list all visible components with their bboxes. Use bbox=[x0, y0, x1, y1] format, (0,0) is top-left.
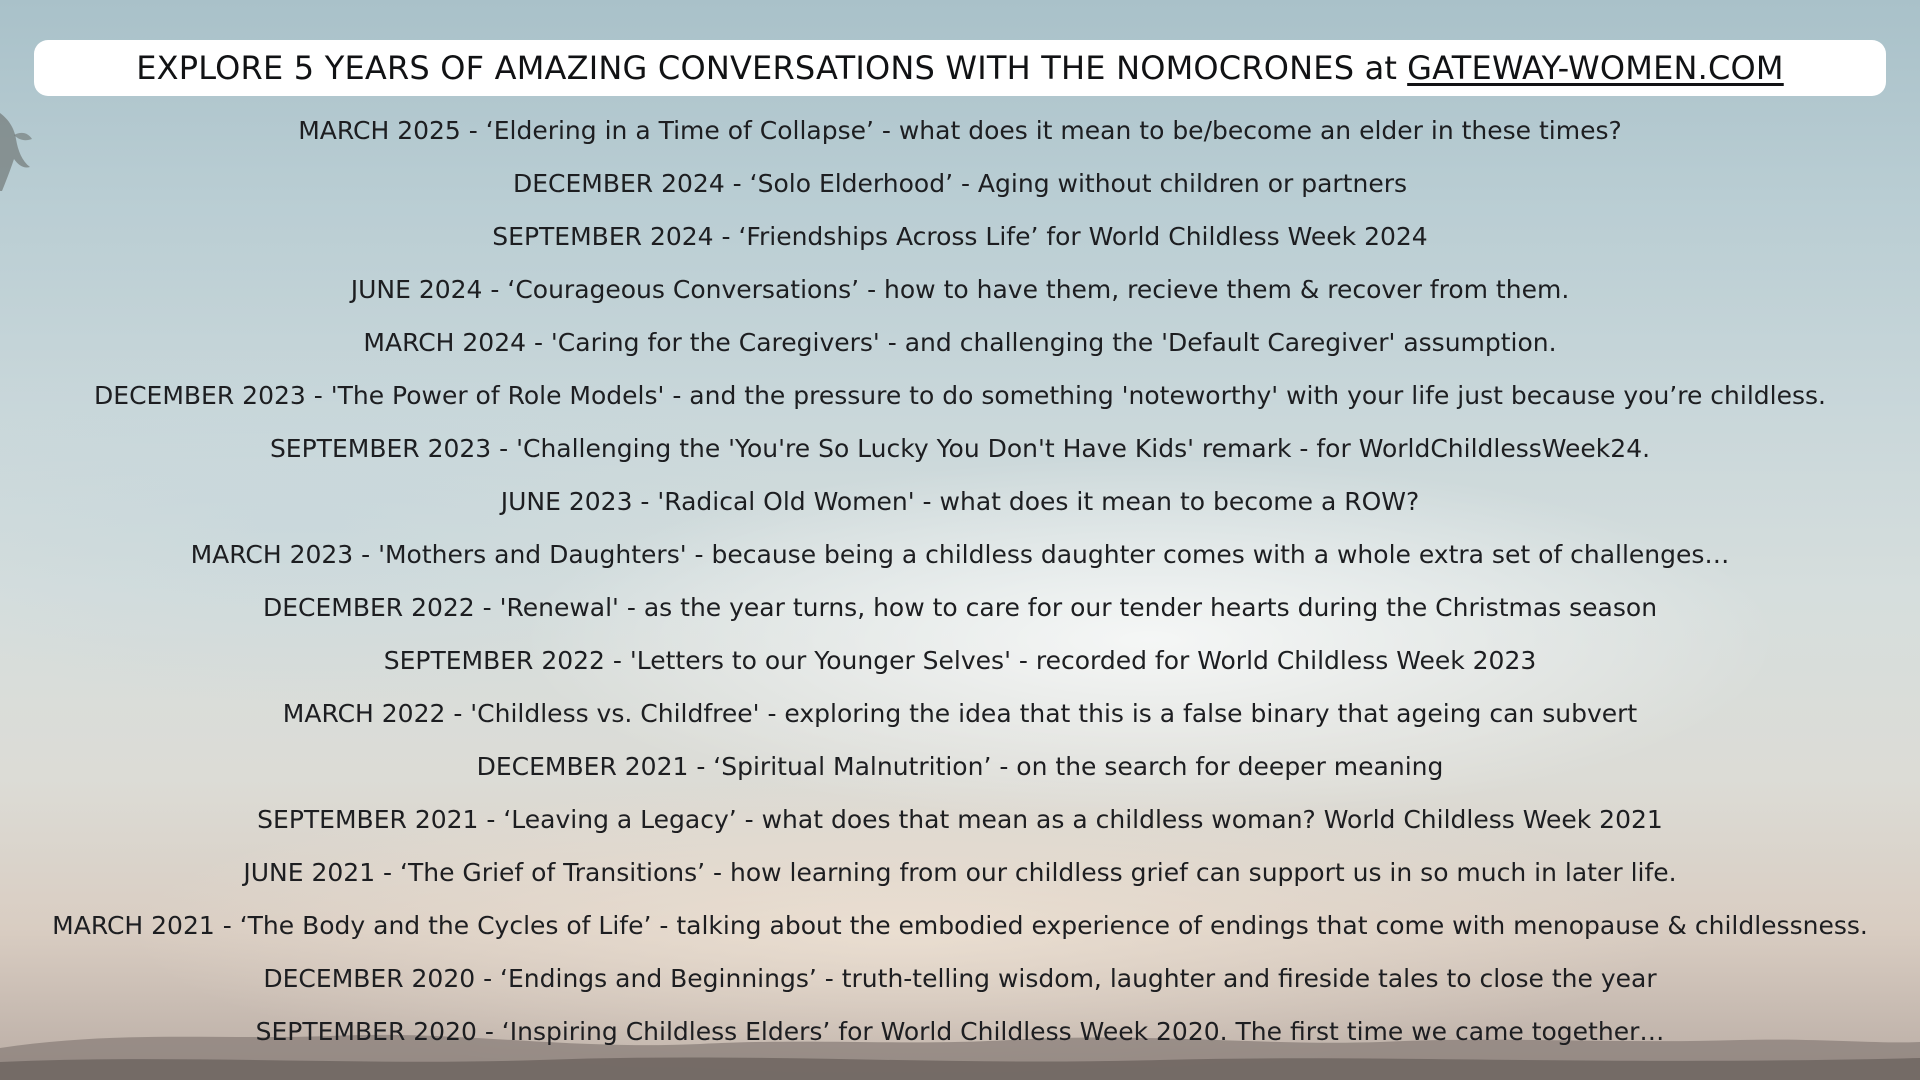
gateway-women-link[interactable]: GATEWAY-WOMEN.COM bbox=[1407, 49, 1784, 87]
episode-item: DECEMBER 2021 - ‘Spiritual Malnutrition’ - on the search for deeper meaning bbox=[476, 752, 1444, 781]
episode-item: MARCH 2024 - 'Caring for the Caregivers' - and challenging the 'Default Caregiver' assumption. bbox=[363, 328, 1557, 357]
episode-item: SEPTEMBER 2023 - 'Challenging the 'You're So Lucky You Don't Have Kids' remark - for WorldChildlessWeek24. bbox=[269, 434, 1651, 463]
episode-list bbox=[0, 104, 1920, 1058]
episode-item: SEPTEMBER 2022 - 'Letters to our Younger Selves' - recorded for World Childless Week 2023 bbox=[383, 646, 1537, 675]
episode-item: JUNE 2024 - ‘Courageous Conversations’ - how to have them, recieve them & recover from them. bbox=[350, 275, 1570, 304]
episode-item: DECEMBER 2023 - 'The Power of Role Models' - and the pressure to do something 'noteworthy' with your life just because you’re childless. bbox=[94, 381, 1826, 410]
episode-item: DECEMBER 2020 - ‘Endings and Beginnings’ - truth-telling wisdom, laughter and fireside tales to close the year bbox=[263, 964, 1657, 993]
episode-item: MARCH 2022 - 'Childless vs. Childfree' - exploring the idea that this is a false binary that ageing can subvert bbox=[282, 699, 1638, 728]
episode-item: SEPTEMBER 2021 - ‘Leaving a Legacy’ - what does that mean as a childless woman? World Childless Week 2021 bbox=[257, 805, 1663, 834]
page-title: EXPLORE 5 YEARS OF AMAZING CONVERSATIONS WITH THE NOMOCRONES at bbox=[136, 49, 1398, 87]
episode-item: MARCH 2021 - ‘The Body and the Cycles of Life’ - talking about the embodied experience of endings that come with menopause & childlessness. bbox=[52, 911, 1868, 940]
title-banner bbox=[34, 40, 1886, 96]
episode-item: JUNE 2023 - 'Radical Old Women' - what does it mean to become a ROW? bbox=[500, 487, 1420, 516]
episode-item: SEPTEMBER 2024 - ‘Friendships Across Life’ for World Childless Week 2024 bbox=[492, 222, 1428, 251]
episode-item: SEPTEMBER 2020 - ‘Inspiring Childless Elders’ for World Childless Week 2020. The first time we came together… bbox=[255, 1017, 1665, 1046]
episode-item: MARCH 2023 - 'Mothers and Daughters' - because being a childless daughter comes with a whole extra set of challenges… bbox=[190, 540, 1730, 569]
episode-item: DECEMBER 2022 - 'Renewal' - as the year turns, how to care for our tender hearts during the Christmas season bbox=[262, 593, 1658, 622]
episode-item: DECEMBER 2024 - ‘Solo Elderhood’ - Aging without children or partners bbox=[512, 169, 1408, 198]
episode-item: MARCH 2025 - ‘Eldering in a Time of Collapse’ - what does it mean to be/become an elder in these times? bbox=[298, 116, 1622, 145]
episode-item: JUNE 2021 - ‘The Grief of Transitions’ - how learning from our childless grief can support us in so much in later life. bbox=[243, 858, 1677, 887]
